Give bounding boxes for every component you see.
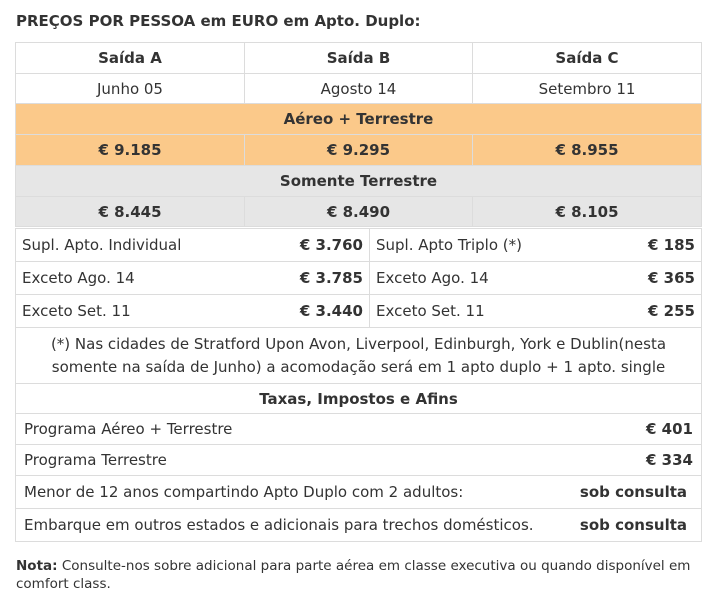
air-land-price-c: € 8.955 <box>473 135 702 166</box>
land-only-section-title: Somente Terrestre <box>16 166 702 197</box>
air-land-prices-row <box>16 135 702 166</box>
tax-row <box>16 414 702 445</box>
land-only-price-b: € 8.490 <box>245 197 473 227</box>
air-land-section-row <box>16 104 702 135</box>
footnote-prefix: Nota: <box>16 558 58 574</box>
triple-exception-sep-value: € 255 <box>624 295 702 328</box>
departure-c-header: Saída C <box>473 43 702 74</box>
departure-dates-row <box>16 74 702 104</box>
land-only-price-c: € 8.105 <box>473 197 702 227</box>
departure-a-date: Junho 05 <box>16 74 245 104</box>
tax-row <box>16 476 702 509</box>
departure-a-header: Saída A <box>16 43 245 74</box>
air-land-price-b: € 9.295 <box>245 135 473 166</box>
tax-row <box>16 509 702 542</box>
tax-land-value: € 334 <box>569 445 702 476</box>
triple-note-row <box>16 328 702 384</box>
air-land-section-title: Aéreo + Terrestre <box>16 104 702 135</box>
tax-row <box>16 445 702 476</box>
departure-b-date: Agosto 14 <box>245 74 473 104</box>
land-only-section-row <box>16 166 702 197</box>
triple-exception-aug-value: € 365 <box>624 262 702 295</box>
child-rate-label: Menor de 12 anos compartindo Apto Duplo com 2 adultos: <box>16 476 569 509</box>
taxes-header: Taxas, Impostos e Afins <box>16 384 702 414</box>
domestic-flights-label: Embarque em outros estados e adicionais para trechos domésticos. <box>16 509 569 542</box>
supplements-table <box>15 228 702 328</box>
single-exception-aug-label: Exceto Ago. 14 <box>16 262 276 295</box>
page-title: PREÇOS POR PESSOA em EURO em Apto. Duplo: <box>16 12 421 30</box>
tax-air-land-value: € 401 <box>569 414 702 445</box>
taxes-header-row <box>16 384 702 414</box>
single-exception-sep-label: Exceto Set. 11 <box>16 295 276 328</box>
taxes-table <box>15 327 702 542</box>
domestic-flights-value: sob consulta <box>569 509 702 542</box>
land-only-prices-row <box>16 197 702 227</box>
single-exception-aug-value: € 3.785 <box>276 262 370 295</box>
footnote <box>16 557 706 593</box>
triple-note-text: (*) Nas cidades de Stratford Upon Avon, Liverpool, Edinburgh, York e Dublin(nesta somente na saída de Junho) a acomodação será em 1 apto duplo + 1 apto. single <box>16 328 702 384</box>
departure-header-row <box>16 43 702 74</box>
triple-supplement-value: € 185 <box>624 229 702 262</box>
air-land-price-a: € 9.185 <box>16 135 245 166</box>
single-supplement-value: € 3.760 <box>276 229 370 262</box>
child-rate-value: sob consulta <box>569 476 702 509</box>
triple-exception-aug-label: Exceto Ago. 14 <box>370 262 624 295</box>
triple-exception-sep-label: Exceto Set. 11 <box>370 295 624 328</box>
prices-table <box>15 42 702 227</box>
land-only-price-a: € 8.445 <box>16 197 245 227</box>
triple-supplement-label: Supl. Apto Triplo (*) <box>370 229 624 262</box>
departure-c-date: Setembro 11 <box>473 74 702 104</box>
departure-b-header: Saída B <box>245 43 473 74</box>
supplement-row <box>16 295 702 328</box>
supplement-row <box>16 229 702 262</box>
tax-land-label: Programa Terrestre <box>16 445 569 476</box>
single-supplement-label: Supl. Apto. Individual <box>16 229 276 262</box>
single-exception-sep-value: € 3.440 <box>276 295 370 328</box>
tax-air-land-label: Programa Aéreo + Terrestre <box>16 414 569 445</box>
footnote-text: Consulte-nos sobre adicional para parte aérea em classe executiva ou quando disponível em comfort class. <box>16 558 691 592</box>
supplement-row <box>16 262 702 295</box>
